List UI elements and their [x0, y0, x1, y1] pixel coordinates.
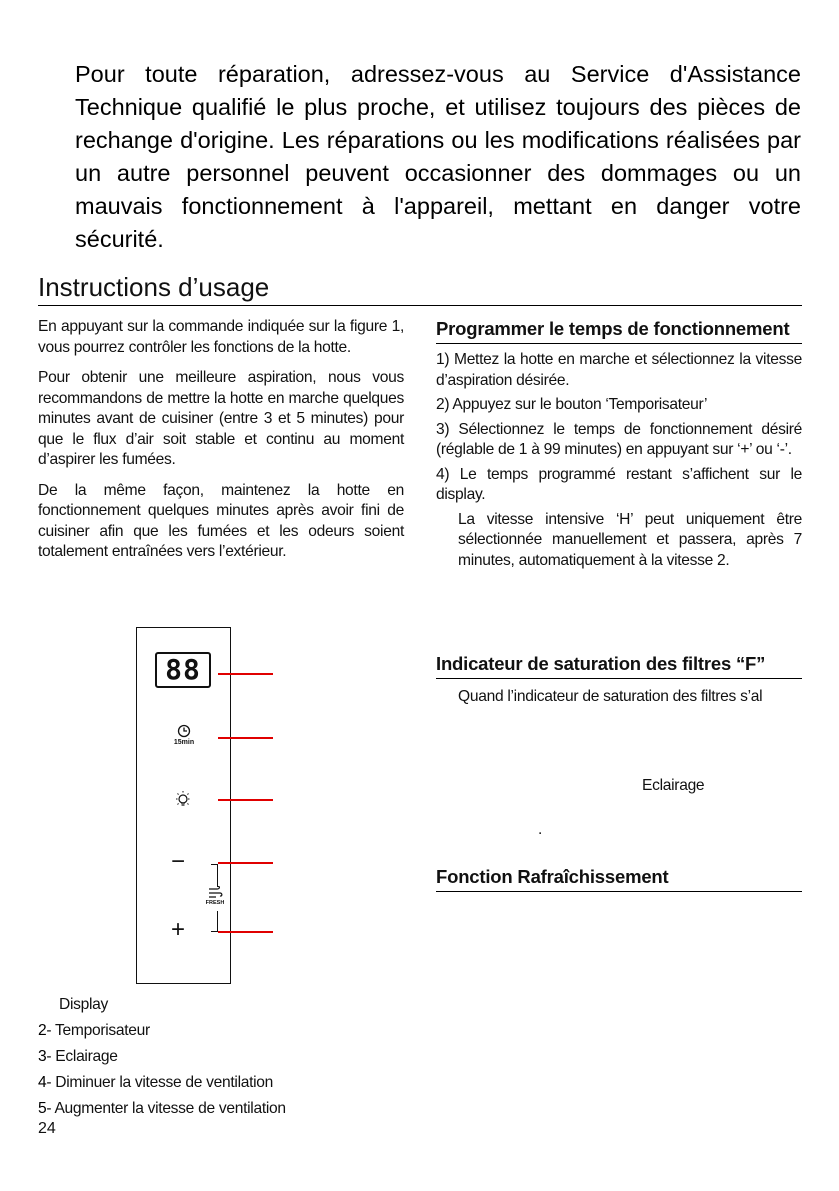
- light-bulb-icon: [173, 790, 193, 808]
- safety-warning: Pour toute réparation, adressez-vous au Service d'Assistance Technique qualifié le plus proche, et utilisez toujours des pièces de rechange d'origine. Les réparations ou les modifications réalisées par un autre personnel peuvent occasionner des dommages ou un mauvais fonctionnement à l'appareil, mettant en danger votre sécurité.: [75, 61, 801, 252]
- timer-step: 1) Mettez la hotte en marche et sélectionnez la vitesse d’aspiration désirée.: [436, 351, 802, 389]
- pointer-line: [218, 931, 273, 933]
- page-number: 24: [38, 1120, 56, 1137]
- timer-label: 15min: [173, 739, 195, 746]
- fragment-dot: .: [538, 821, 543, 838]
- fresh-label: FRESH: [205, 900, 225, 906]
- timer-button[interactable]: [167, 724, 201, 747]
- filter-text: Quand l’indicateur de saturation des filtres s’al: [458, 688, 763, 705]
- legend-item: 5- Augmenter la vitesse de ventilation: [38, 1100, 286, 1117]
- legend-list: [38, 992, 286, 1122]
- right-column: [436, 317, 802, 571]
- legend-item: 4- Diminuer la vitesse de ventilation: [38, 1074, 274, 1091]
- fresh-icon: [207, 886, 223, 900]
- minus-button[interactable]: −: [171, 848, 186, 875]
- paragraph: Pour obtenir une meilleure aspiration, nous vous recommandons de mettre la hotte en marche quelques minutes avant de cuisiner (entre 3 et 5 minutes) pour que le flux d’air soit stable et continu au moment d’aspirer les fumées.: [38, 369, 404, 468]
- timer-section-title: Programmer le temps de fonctionnement: [436, 317, 802, 344]
- filter-section-title: Indicateur de saturation des filtres “F”: [436, 652, 802, 679]
- paragraph: De la même façon, maintenez la hotte en fonctionnement quelques minutes après avoir fini de cuisiner afin que les fumées et les odeurs soient totalement entraînées vers l’extérieur.: [38, 481, 404, 560]
- pointer-line: [218, 673, 273, 675]
- pointer-line: [218, 862, 273, 864]
- plus-button[interactable]: +: [171, 916, 186, 943]
- timer-steps: [436, 350, 802, 506]
- fragment-eclairage: Eclairage: [642, 777, 705, 794]
- filter-section: [436, 652, 802, 708]
- fresh-button[interactable]: [201, 886, 229, 907]
- legend-item: 3- Eclairage: [38, 1048, 118, 1065]
- legend-item: 2- Temporisateur: [38, 1022, 150, 1039]
- left-column: [38, 317, 404, 573]
- timer-step: 2) Appuyez sur le bouton ‘Temporisateur’: [436, 396, 708, 413]
- pointer-line: [218, 799, 273, 801]
- control-panel: [136, 627, 231, 984]
- bracket: [211, 864, 218, 887]
- bracket: [211, 911, 218, 932]
- light-button[interactable]: [173, 790, 195, 810]
- display-screen: 88: [155, 652, 211, 688]
- timer-step: 3) Sélectionnez le temps de fonctionnement désiré (réglable de 1 à 99 minutes) en appuyant sur ‘+’ ou ‘-’.: [436, 420, 802, 458]
- refresh-section: [436, 865, 802, 892]
- section-title: Instructions d’usage: [38, 270, 802, 306]
- timer-note: La vitesse intensive ‘H’ peut uniquement être sélectionnée manuellement et passera, après 7 minutes, automatiquement à la vitesse 2.: [458, 510, 802, 569]
- legend-item: Display: [59, 996, 109, 1013]
- timer-step: 4) Le temps programmé restant s’affichent sur le display.: [436, 465, 802, 503]
- pointer-line: [218, 737, 273, 739]
- refresh-section-title: Fonction Rafraîchissement: [436, 865, 802, 892]
- paragraph: En appuyant sur la commande indiquée sur la figure 1, vous pourrez contrôler les fonctions de la hotte.: [38, 318, 404, 356]
- clock-icon: [177, 724, 191, 738]
